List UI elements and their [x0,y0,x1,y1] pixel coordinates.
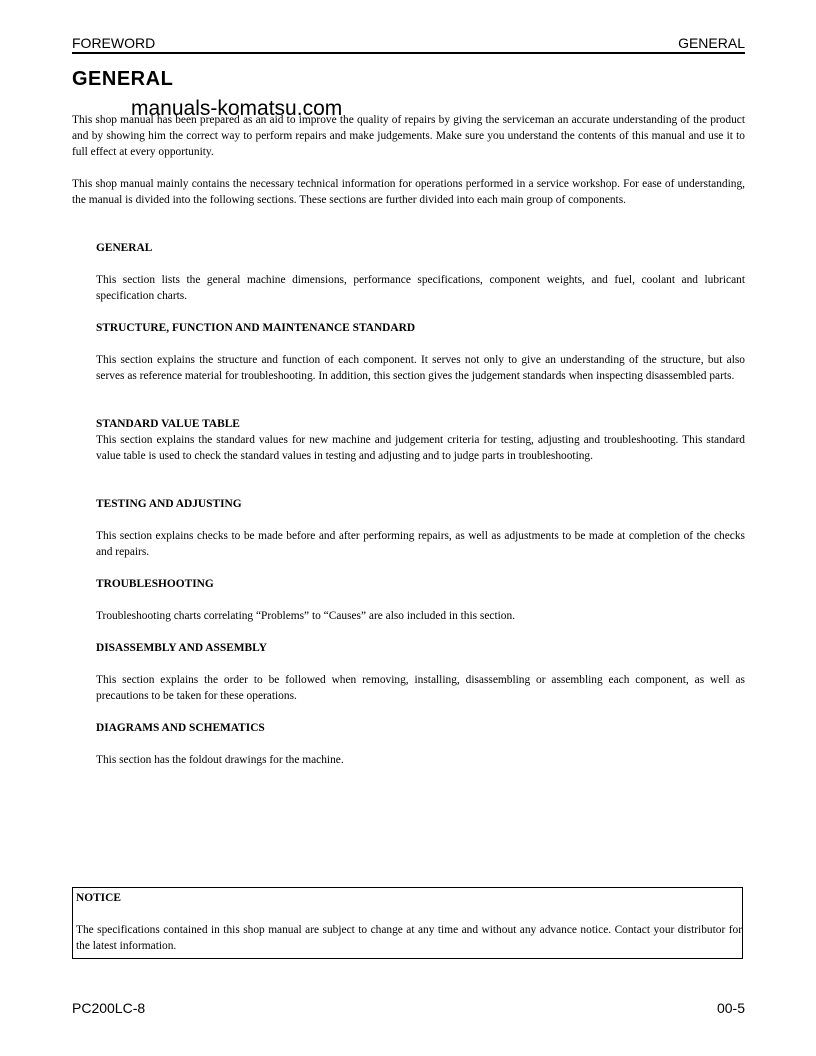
section-heading-diagrams: DIAGRAMS AND SCHEMATICS [96,722,265,734]
intro-paragraph-2: This shop manual mainly contains the necessary technical information for operations performed in a service workshop. For ease of understanding, the manual is divided into the following sections. These sections are further divided into each main group of components. [72,178,745,206]
section-text-standard-value: This section explains the standard values for new machine and judgement criteria for testing, adjusting and troubleshooting. This standard value table is used to check the standard values in testing and adjusting and to judge parts in troubleshooting. [96,434,745,462]
section-text-diagrams: This section has the foldout drawings for the machine. [96,754,344,766]
footer-model: PC200LC-8 [72,1000,146,1016]
section-heading-troubleshooting: TROUBLESHOOTING [96,578,214,590]
manual-page [72,0,745,1056]
section-heading-standard-value: STANDARD VALUE TABLE [96,418,240,430]
section-heading-disassembly: DISASSEMBLY AND ASSEMBLY [96,642,267,654]
footer-page-number: 00-5 [716,1000,745,1016]
section-text-disassembly: This section explains the order to be followed when removing, installing, disassembling or assembling each component, as well as precautions to be taken for these operations. [96,674,745,702]
header-section: GENERAL [678,35,745,51]
notice-heading: NOTICE [76,892,121,904]
section-text-general: This section lists the general machine dimensions, performance specifications, component weights, and fuel, coolant and lubricant specification charts. [96,274,745,302]
page-title: GENERAL [72,68,174,90]
section-heading-testing: TESTING AND ADJUSTING [96,498,242,510]
section-text-structure: This section explains the structure and function of each component. It serves not only to give an understanding of the structure, but also serves as reference material for troubleshooting. In addition, this section gives the judgement standards when inspecting disassembled parts. [96,354,745,382]
section-text-testing: This section explains checks to be made before and after performing repairs, as well as adjustments to be made at completion of the checks and repairs. [96,530,745,558]
notice-text: The specifications contained in this shop manual are subject to change at any time and without any advance notice. Contact your distributor for the latest information. [76,924,742,952]
header-chapter: FOREWORD [72,35,156,51]
watermark: manuals-komatsu.com [131,97,343,120]
notice-box [72,887,743,959]
intro-paragraph-1: This shop manual has been prepared as an aid to improve the quality of repairs by giving the serviceman an accurate understanding of the product and by showing him the correct way to perform repairs and make judgements. Make sure you understand the contents of this manual and use it to full effect at every opportunity. [72,114,745,158]
page-header [72,35,745,54]
section-text-troubleshooting: Troubleshooting charts correlating “Problems” to “Causes” are also included in this section. [96,610,516,622]
section-heading-structure: STRUCTURE, FUNCTION AND MAINTENANCE STANDARD [96,322,416,334]
section-heading-general: GENERAL [96,242,153,254]
